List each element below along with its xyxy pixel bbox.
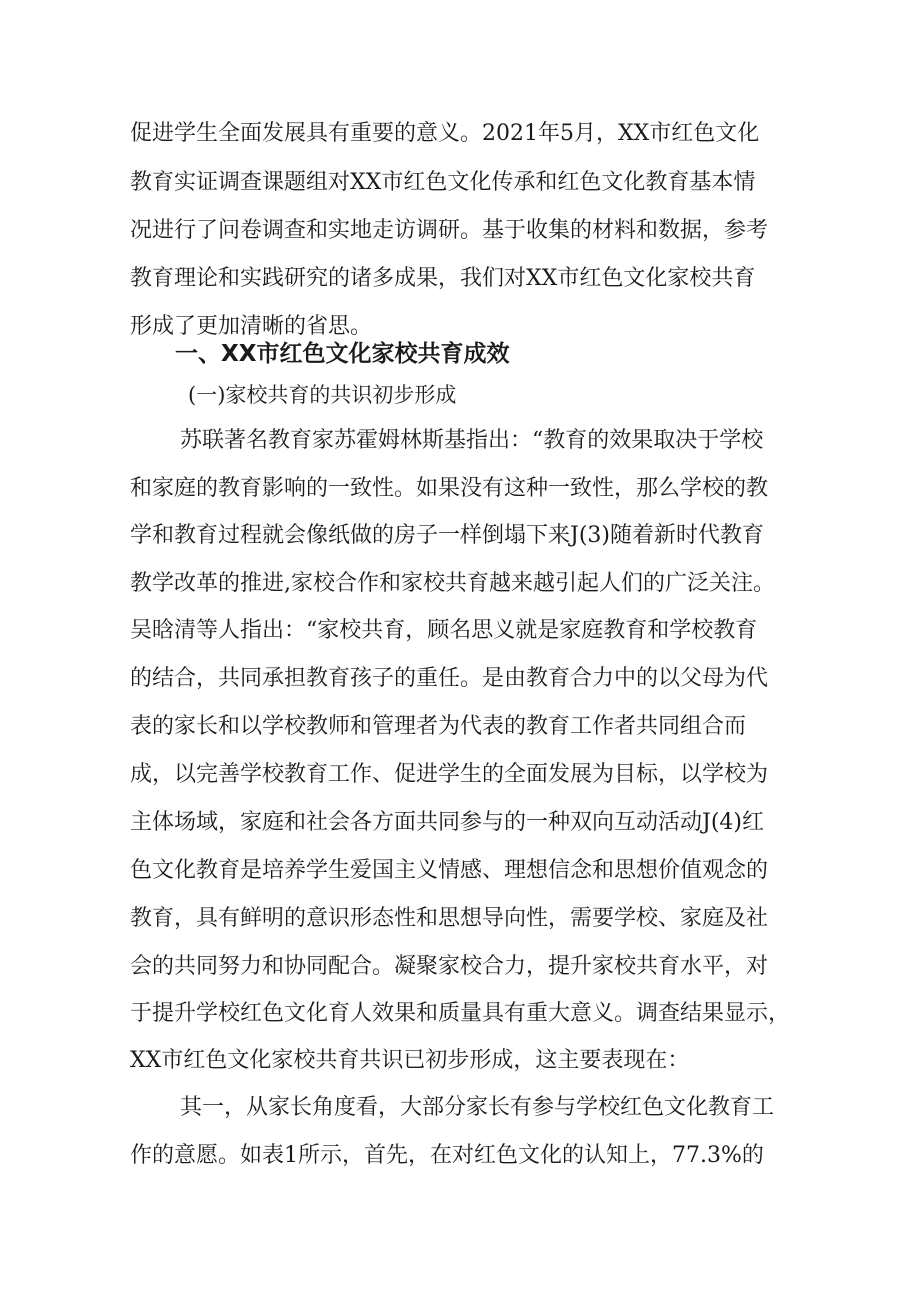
paragraph1-line-7: 表的家长和以学校教师和管理者为代表的教育工作者共同组合而 bbox=[130, 714, 747, 739]
paragraph1-line-10: 色文化教育是培养学生爱国主义情感、理想信念和思想价值观念的 bbox=[130, 858, 769, 883]
paragraph1-line-9: 主体场域，家庭和社会各方面共同参与的一种双向互动活动J(4)红 bbox=[130, 810, 764, 835]
paragraph1-line-4: 教学改革的推进,家校合作和家校共育越来越引起人们的广泛关注。 bbox=[130, 571, 775, 596]
paragraph2-line-1: 其一，从家长角度看，大部分家长有参与学校红色文化教育工 bbox=[180, 1095, 775, 1120]
paragraph1-line-11: 教育，具有鲜明的意识形态性和思想导向性，需要学校、家庭及社 bbox=[130, 906, 769, 931]
paragraph1-line-5: 吴晗清等人指出：“家校共育，顾名思义就是家庭教育和学校教育 bbox=[130, 618, 758, 643]
intro-line-4: 教育理论和实践研究的诸多成果，我们对XX市红色文化家校共育 bbox=[130, 266, 756, 291]
paragraph1-line-14: XX市红色文化家校共育共识已初步形成，这主要表现在： bbox=[130, 1048, 690, 1073]
paragraph1-line-3: 学和教育过程就会像纸做的房子一样倒塌下来J(3)随着新时代教育 bbox=[130, 523, 764, 548]
paragraph1-line-1: 苏联著名教育家苏霍姆林斯基指出：“教育的效果取决于学校 bbox=[180, 428, 764, 453]
paragraph2-line-2: 作的意愿。如表1所示，首先，在对红色文化的认知上，77.3%的 bbox=[130, 1143, 764, 1168]
paragraph1-line-2: 和家庭的教育影响的一致性。如果没有这种一致性，那么学校的教 bbox=[130, 476, 769, 501]
paragraph1-line-13: 于提升学校红色文化育人效果和质量具有重大意义。调查结果显示， bbox=[130, 1001, 791, 1026]
intro-line-5: 形成了更加清晰的省思。 bbox=[130, 314, 373, 339]
intro-line-1: 促进学生全面发展具有重要的意义。2021年5月，XX市红色文化 bbox=[130, 121, 760, 146]
intro-line-2: 教育实证调查课题组对XX市红色文化传承和红色文化教育基本情 bbox=[130, 170, 756, 195]
paragraph1-line-12: 会的共同努力和协同配合。凝聚家校合力，提升家校共育水平，对 bbox=[130, 954, 769, 979]
intro-line-3: 况进行了问卷调查和实地走访调研。基于收集的材料和数据，参考 bbox=[130, 218, 769, 243]
subsection-heading: (一)家校共育的共识初步形成 bbox=[188, 383, 457, 407]
paragraph1-line-8: 成，以完善学校教育工作、促进学生的全面发展为目标，以学校为 bbox=[130, 762, 769, 787]
section-heading: 一、XX市红色文化家校共育成效 bbox=[175, 341, 510, 367]
paragraph1-line-6: 的结合，共同承担教育孩子的重任。是由教育合力中的以父母为代 bbox=[130, 666, 769, 691]
